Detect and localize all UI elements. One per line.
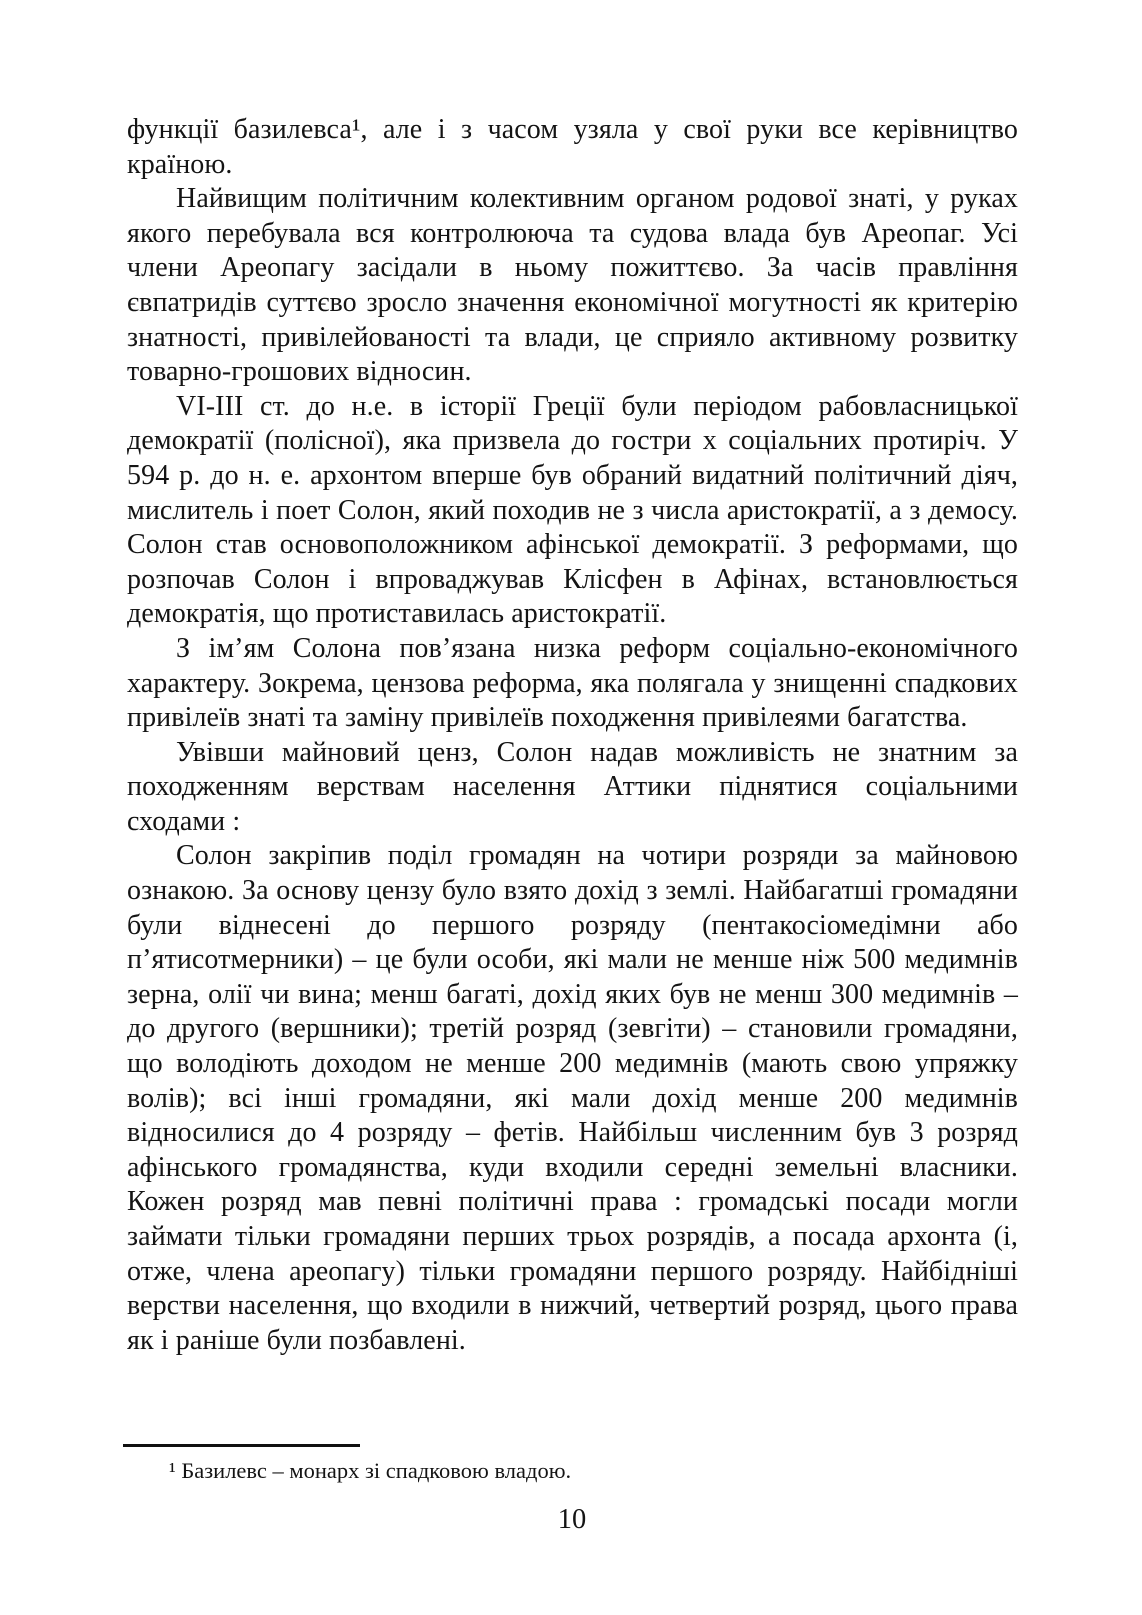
- body-text: [127, 113, 1018, 1358]
- body-paragraph: Солон закріпив поділ громадян на чотири розряди за майновою ознакою. За основу цензу було взято дохід з землі. Найбагатші громадяни були віднесені до першого розряду (пентакосіомедімни або п’ятисотмерники) – це були особи, які мали не менше ніж 500 медимнів зерна, олії чи вина; менш багаті, дохід яких був не менш 300 медимнів – до другого (вершники); третій розряд (зевгіти) – становили громадяни, що володіють доходом не менше 200 медимнів (мають свою упряжку волів); всі інші громадяни, які мали дохід менше 200 медимнів відносилися до 4 розряду – фетів. Найбільш численним був 3 розряд афінського громадянства, куди входили середні земельні власники. Кожен розряд мав певні політичні права : громадські посади могли займати тільки громадяни перших трьох розрядів, а посада архонта (і, отже, члена ареопагу) тільки громадяни першого розряду. Найбідніші верстви населення, що входили в нижчий, четвертий розряд, цього права як і раніше були позбавлені.: [127, 840, 1018, 1356]
- body-paragraph: функції базилевса¹, але і з часом узяла у свої руки все керівництво країною.: [127, 114, 1018, 180]
- body-paragraph: З ім’ям Солона пов’язана низка реформ соціально-економічного характеру. Зокрема, цензова реформа, яка полягала у знищенні спадкових привілеїв знаті та заміну привілеїв походження привілеями багатства.: [127, 632, 1018, 734]
- footnote-separator: [123, 1444, 360, 1447]
- body-paragraph: Найвищим політичним колективним органом родової знаті, у руках якого перебувала вся контролююча та судова влада був Ареопаг. Усі члени Ареопагу засідали в ньому пожиттєво. За часів правління євпатридів суттєво зросло значення економічної могутності як критерію знатності, привілейованості та влади, це сприяло активному розвитку товарно-грошових відносин.: [127, 183, 1018, 388]
- body-paragraph: VI-III ст. до н.е. в історії Греції були періодом рабовласницької демократії (полісної), яка призвела до гостри х соціальних протиріч. У 594 р. до н. е. архонтом вперше був обраний видатний політичний діяч, мислитель і поет Солон, який походив не з числа аристократії, а з демосу. Солон став основоположником афінської демократії. З реформами, що розпочав Солон і впроваджував Клісфен в Афінах, встановлюється демократія, що протиставилась аристократії.: [127, 390, 1018, 630]
- page-number: 10: [557, 1504, 587, 1535]
- body-paragraph: Увівши майновий ценз, Солон надав можливість не знатним за походженням верствам населення Аттики піднятися соціальними сходами :: [127, 736, 1018, 837]
- footnote: ¹ Базилевс – монарх зі спадковою владою.: [169, 1458, 572, 1483]
